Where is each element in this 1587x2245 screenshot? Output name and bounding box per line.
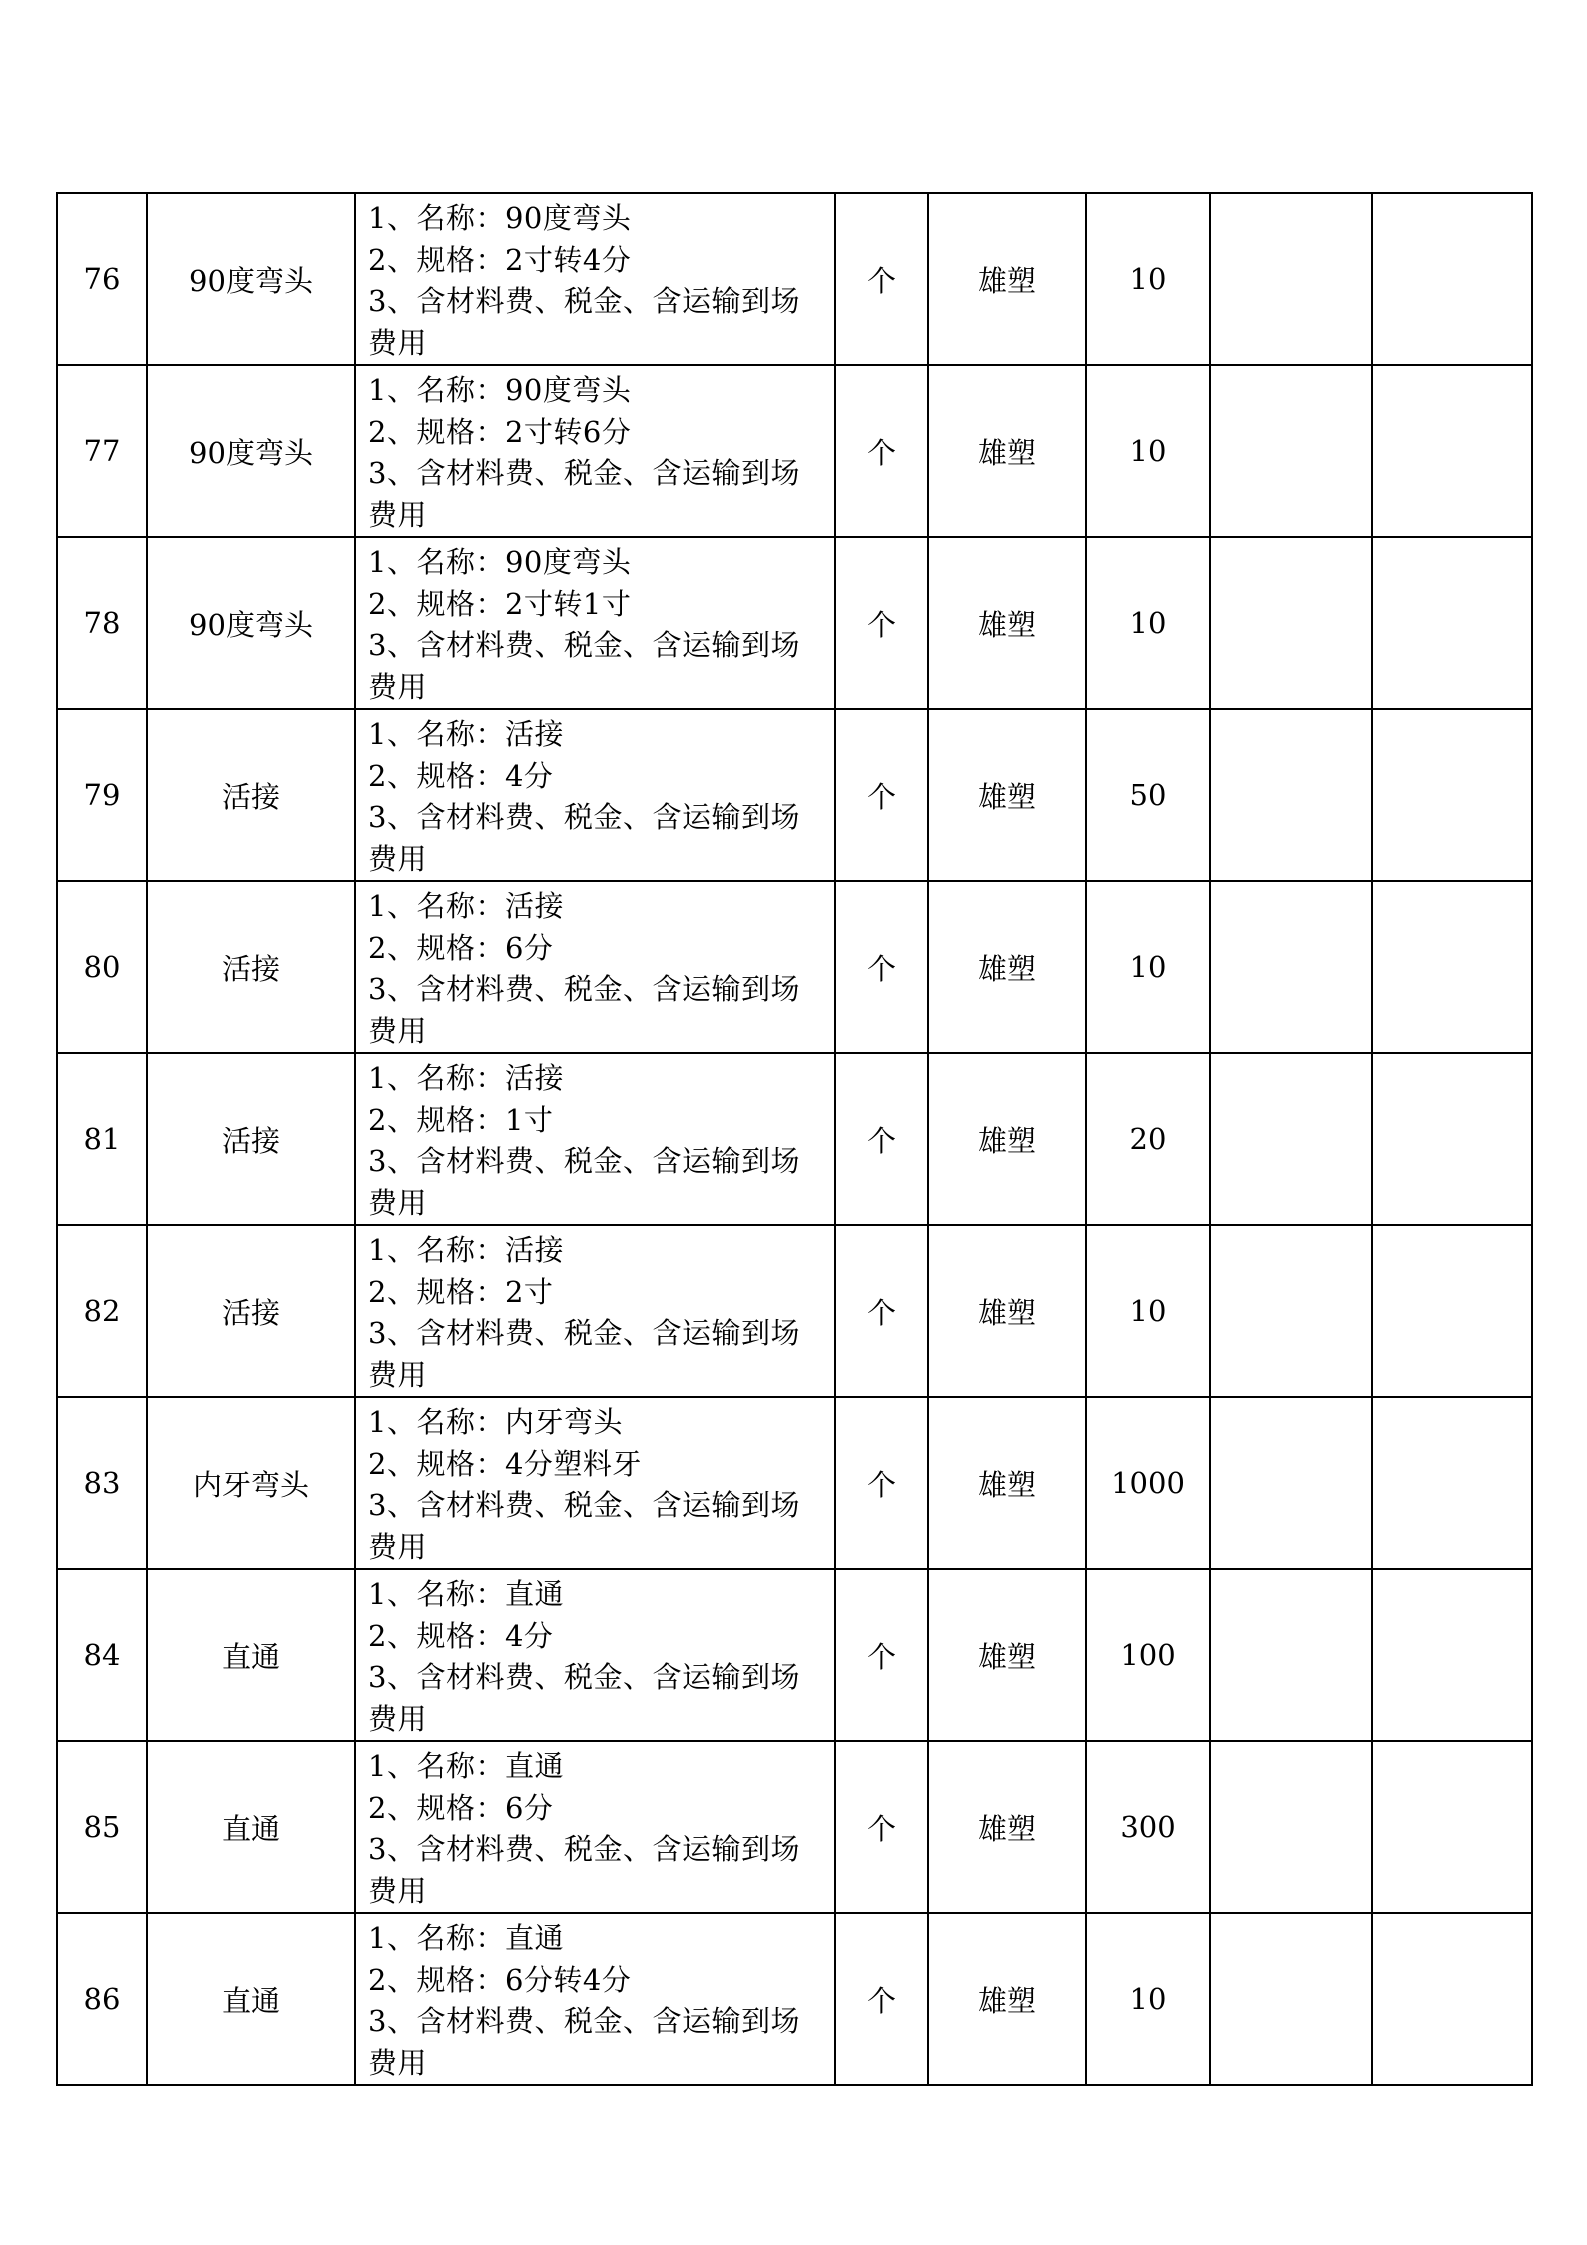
spec-line: 1、名称：90度弯头 — [368, 373, 632, 407]
spec-line: 3、含材料费、税金、含运输到场费用 — [368, 1488, 800, 1564]
spec-line: 1、名称：90度弯头 — [368, 545, 632, 579]
item-name-cell: 直通 — [147, 1569, 355, 1741]
row-number-cell: 80 — [57, 881, 147, 1053]
row-number-cell: 77 — [57, 365, 147, 537]
brand-cell: 雄塑 — [928, 365, 1086, 537]
table-row — [57, 1569, 1532, 1741]
item-name-cell: 活接 — [147, 709, 355, 881]
spec-line: 3、含材料费、税金、含运输到场费用 — [368, 972, 800, 1048]
total-price-cell — [1372, 881, 1532, 1053]
item-name-cell: 活接 — [147, 881, 355, 1053]
spec-line: 3、含材料费、税金、含运输到场费用 — [368, 1144, 800, 1220]
brand-cell: 雄塑 — [928, 1913, 1086, 2085]
unit-price-cell — [1210, 537, 1372, 709]
unit-cell: 个 — [835, 1741, 928, 1913]
row-number-cell: 79 — [57, 709, 147, 881]
unit-cell: 个 — [835, 537, 928, 709]
item-spec-cell — [355, 1569, 835, 1741]
spec-line: 3、含材料费、税金、含运输到场费用 — [368, 1660, 800, 1736]
quantity-cell: 1000 — [1086, 1397, 1210, 1569]
quantity-cell: 10 — [1086, 1913, 1210, 2085]
total-price-cell — [1372, 1225, 1532, 1397]
spec-line: 3、含材料费、税金、含运输到场费用 — [368, 2004, 800, 2080]
item-name-cell: 活接 — [147, 1225, 355, 1397]
item-name-cell: 90度弯头 — [147, 193, 355, 365]
row-number-cell: 82 — [57, 1225, 147, 1397]
unit-cell: 个 — [835, 1225, 928, 1397]
table-row — [57, 881, 1532, 1053]
spec-line: 1、名称：直通 — [368, 1749, 564, 1783]
spec-line: 1、名称：活接 — [368, 1061, 564, 1095]
table-row — [57, 1397, 1532, 1569]
item-spec-cell — [355, 365, 835, 537]
unit-cell: 个 — [835, 1569, 928, 1741]
spec-line: 2、规格：6分转4分 — [368, 1962, 632, 1997]
total-price-cell — [1372, 1913, 1532, 2085]
spec-line: 1、名称：活接 — [368, 889, 564, 923]
table-row — [57, 1741, 1532, 1913]
row-number-cell: 84 — [57, 1569, 147, 1741]
quantity-cell: 10 — [1086, 365, 1210, 537]
spec-line: 1、名称：活接 — [368, 717, 564, 751]
spec-line: 1、名称：直通 — [368, 1921, 564, 1955]
quantity-cell: 50 — [1086, 709, 1210, 881]
spec-line: 3、含材料费、税金、含运输到场费用 — [368, 1316, 800, 1392]
row-number-cell: 83 — [57, 1397, 147, 1569]
unit-cell: 个 — [835, 365, 928, 537]
total-price-cell — [1372, 1569, 1532, 1741]
spec-line: 1、名称：内牙弯头 — [368, 1405, 623, 1439]
total-price-cell — [1372, 1053, 1532, 1225]
spec-line: 2、规格：4分 — [368, 1618, 554, 1653]
brand-cell: 雄塑 — [928, 1397, 1086, 1569]
spec-line: 3、含材料费、税金、含运输到场费用 — [368, 284, 800, 360]
quantity-cell: 300 — [1086, 1741, 1210, 1913]
table-row — [57, 193, 1532, 365]
brand-cell: 雄塑 — [928, 1053, 1086, 1225]
item-name-cell: 90度弯头 — [147, 365, 355, 537]
item-spec-cell — [355, 1225, 835, 1397]
row-number-cell: 78 — [57, 537, 147, 709]
spec-line: 2、规格：2寸转6分 — [368, 414, 632, 449]
spec-line: 2、规格：2寸转4分 — [368, 242, 632, 277]
unit-price-cell — [1210, 1913, 1372, 2085]
quantity-cell: 10 — [1086, 1225, 1210, 1397]
item-spec-cell — [355, 537, 835, 709]
spec-line: 2、规格：2寸转1寸 — [368, 586, 632, 621]
table-row — [57, 1913, 1532, 2085]
unit-cell: 个 — [835, 881, 928, 1053]
quantity-cell: 10 — [1086, 881, 1210, 1053]
brand-cell: 雄塑 — [928, 193, 1086, 365]
brand-cell: 雄塑 — [928, 1225, 1086, 1397]
item-spec-cell — [355, 881, 835, 1053]
table-row — [57, 709, 1532, 881]
unit-cell: 个 — [835, 1053, 928, 1225]
row-number-cell: 85 — [57, 1741, 147, 1913]
table-row — [57, 1225, 1532, 1397]
unit-cell: 个 — [835, 709, 928, 881]
unit-price-cell — [1210, 365, 1372, 537]
table-row — [57, 537, 1532, 709]
material-table — [56, 192, 1533, 2086]
unit-price-cell — [1210, 1569, 1372, 1741]
item-name-cell: 直通 — [147, 1741, 355, 1913]
spec-line: 3、含材料费、税金、含运输到场费用 — [368, 800, 800, 876]
spec-line: 3、含材料费、税金、含运输到场费用 — [368, 1832, 800, 1908]
table-row — [57, 365, 1532, 537]
spec-line: 2、规格：6分 — [368, 1790, 554, 1825]
quantity-cell: 20 — [1086, 1053, 1210, 1225]
spec-line: 2、规格：6分 — [368, 930, 554, 965]
unit-price-cell — [1210, 1225, 1372, 1397]
item-spec-cell — [355, 193, 835, 365]
item-name-cell: 活接 — [147, 1053, 355, 1225]
unit-price-cell — [1210, 1741, 1372, 1913]
table-body — [57, 193, 1532, 2085]
row-number-cell: 81 — [57, 1053, 147, 1225]
unit-price-cell — [1210, 1397, 1372, 1569]
spec-line: 1、名称：直通 — [368, 1577, 564, 1611]
total-price-cell — [1372, 709, 1532, 881]
unit-price-cell — [1210, 1053, 1372, 1225]
brand-cell: 雄塑 — [928, 1569, 1086, 1741]
item-spec-cell — [355, 709, 835, 881]
item-spec-cell — [355, 1913, 835, 2085]
spec-line: 3、含材料费、税金、含运输到场费用 — [368, 628, 800, 704]
total-price-cell — [1372, 1397, 1532, 1569]
item-spec-cell — [355, 1053, 835, 1225]
spec-line: 1、名称：活接 — [368, 1233, 564, 1267]
quantity-cell: 10 — [1086, 537, 1210, 709]
total-price-cell — [1372, 193, 1532, 365]
total-price-cell — [1372, 365, 1532, 537]
quantity-cell: 10 — [1086, 193, 1210, 365]
brand-cell: 雄塑 — [928, 709, 1086, 881]
unit-price-cell — [1210, 193, 1372, 365]
row-number-cell: 86 — [57, 1913, 147, 2085]
item-spec-cell — [355, 1397, 835, 1569]
unit-cell: 个 — [835, 1913, 928, 2085]
spec-line: 2、规格：1寸 — [368, 1102, 554, 1137]
unit-price-cell — [1210, 881, 1372, 1053]
spec-line: 3、含材料费、税金、含运输到场费用 — [368, 456, 800, 532]
item-name-cell: 90度弯头 — [147, 537, 355, 709]
item-spec-cell — [355, 1741, 835, 1913]
row-number-cell: 76 — [57, 193, 147, 365]
item-name-cell: 内牙弯头 — [147, 1397, 355, 1569]
spec-line: 1、名称：90度弯头 — [368, 201, 632, 235]
brand-cell: 雄塑 — [928, 881, 1086, 1053]
total-price-cell — [1372, 1741, 1532, 1913]
total-price-cell — [1372, 537, 1532, 709]
brand-cell: 雄塑 — [928, 1741, 1086, 1913]
unit-price-cell — [1210, 709, 1372, 881]
spec-line: 2、规格：4分塑料牙 — [368, 1446, 642, 1481]
table-row — [57, 1053, 1532, 1225]
brand-cell: 雄塑 — [928, 537, 1086, 709]
unit-cell: 个 — [835, 1397, 928, 1569]
spec-line: 2、规格：2寸 — [368, 1274, 554, 1309]
item-name-cell: 直通 — [147, 1913, 355, 2085]
quantity-cell: 100 — [1086, 1569, 1210, 1741]
unit-cell: 个 — [835, 193, 928, 365]
spec-line: 2、规格：4分 — [368, 758, 554, 793]
